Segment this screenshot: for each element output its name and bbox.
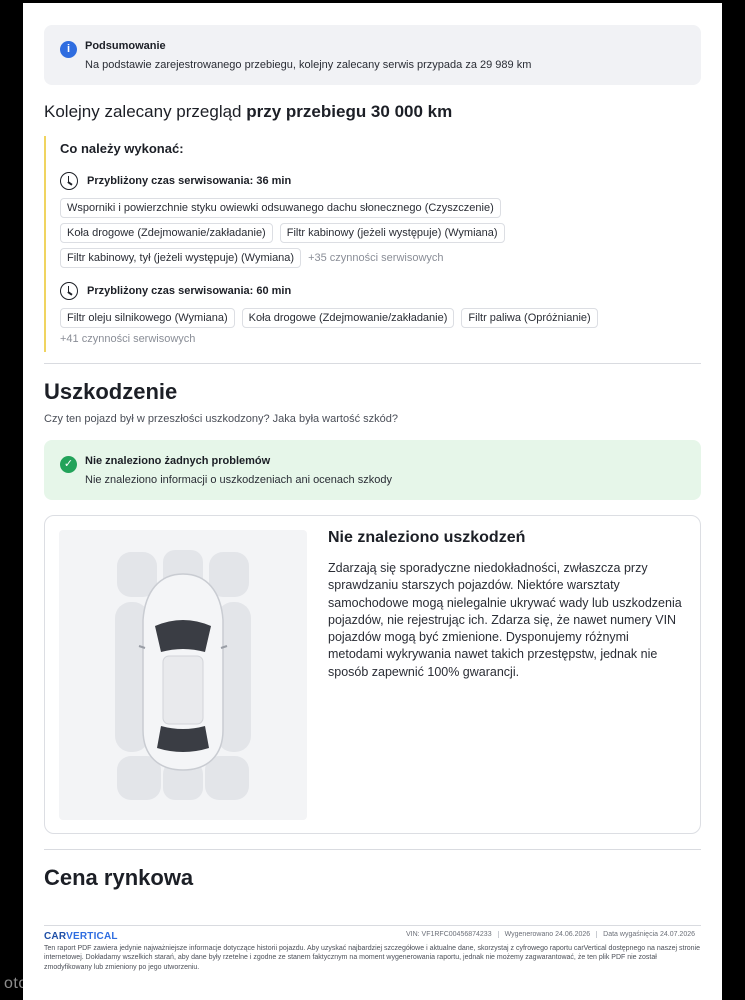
service-time-row xyxy=(60,282,291,300)
damage-status-box xyxy=(44,440,701,500)
car-top-view-icon xyxy=(59,530,307,820)
next-review-prefix: Kolejny zalecany przegląd xyxy=(44,102,242,121)
footer-divider xyxy=(44,925,701,926)
service-chip: Wsporniki i powierzchnie styku owiewki odsuwanego dachu słonecznego (Czyszczenie) xyxy=(60,198,501,218)
service-chip-list xyxy=(60,198,680,268)
service-chip: Filtr kabinowy, tył (jeżeli występuje) (Wymiana) xyxy=(60,248,301,268)
report-page xyxy=(23,3,722,1000)
service-chip: Filtr kabinowy (jeżeli występuje) (Wymiana) xyxy=(280,223,505,243)
next-review-heading xyxy=(44,102,452,122)
damage-card-title: Nie znaleziono uszkodzeń xyxy=(328,529,526,546)
vin-number: VIN: VF1RFC00456874233 xyxy=(405,931,492,938)
report-meta xyxy=(400,931,701,938)
damage-question: Czy ten pojazd był w przeszłości uszkodzony? Jaka była wartość szkód? xyxy=(44,413,398,425)
check-icon: ✓ xyxy=(60,456,77,473)
service-tasks xyxy=(44,136,684,352)
clock-icon xyxy=(60,172,78,190)
service-chip: Koła drogowe (Zdejmowanie/zakładanie) xyxy=(242,308,455,328)
service-chip-list xyxy=(60,308,680,345)
expiry-date: Data wygaśnięcia 24.07.2026 xyxy=(596,931,701,938)
next-review-mileage: przy przebiegu 30 000 km xyxy=(246,102,453,121)
service-chip: Koła drogowe (Zdejmowanie/zakładanie) xyxy=(60,223,273,243)
car-diagram xyxy=(59,530,307,820)
service-chip: Filtr oleju silnikowego (Wymiana) xyxy=(60,308,235,328)
summary-text: Na podstawie zarejestrowanego przebiegu, kolejny zalecany serwis przypada za 29 989 km xyxy=(85,59,532,71)
info-icon: i xyxy=(60,41,77,58)
more-services: +35 czynności serwisowych xyxy=(308,252,444,264)
logo-part-a: CAR xyxy=(44,931,67,942)
section-divider xyxy=(44,363,701,364)
damage-status-title: Nie znaleziono żadnych problemów xyxy=(85,455,271,467)
summary-box xyxy=(44,25,701,85)
generated-date: Wygenerowano 24.06.2026 xyxy=(498,931,597,938)
damage-heading: Uszkodzenie xyxy=(44,379,178,404)
damage-card-text: Zdarzają się sporadyczne niedokładności, zwłaszcza przy sprawdzaniu starszych pojazdów. Niektóre warsztaty samochodowe mogą nielegalnie ukrywać wady lub uszkodzenia pojazdów, nie rejestrując ich. Zdarza się, że nawet numery VIN pojazdów mogą być zmienione. Dysponujemy różnymi metodami wykrywania nawet takich przestępstw, jednak nie sposób zapewnić 100% gwarancji. xyxy=(328,561,682,679)
watermark: otoMoto xyxy=(4,975,66,992)
disclaimer-text: Ten raport PDF zawiera jedynie najważniejsze informacje dotyczące historii pojazdu. Aby uzyskać najbardziej szczegółowe i aktualne dane, skorzystaj z cyfrowego raportu carVertical dostępnego na naszej stronie internetowej. Dokładamy wszelkich starań, aby dane były rzetelne i zgodne ze stanem faktycznym na moment wygenerowania raportu, jednak nie możemy zagwarantować, że ten plik PDF nie został zmodyfikowany lub zmieniony po jego utworzeniu. xyxy=(44,945,701,971)
carvertical-logo xyxy=(44,931,118,942)
clock-icon xyxy=(60,282,78,300)
damage-status-text: Nie znaleziono informacji o uszkodzeniach ani ocenach szkody xyxy=(85,474,392,486)
market-price-heading: Cena rynkowa xyxy=(44,865,194,890)
damage-card xyxy=(44,515,701,834)
more-services: +41 czynności serwisowych xyxy=(60,333,196,345)
service-time-label: Przybliżony czas serwisowania: 36 min xyxy=(87,175,292,187)
tasks-title: Co należy wykonać: xyxy=(60,141,184,156)
section-divider xyxy=(44,849,701,850)
service-chip: Filtr paliwa (Opróżnianie) xyxy=(461,308,597,328)
service-time-label: Przybliżony czas serwisowania: 60 min xyxy=(87,285,292,297)
service-time-row xyxy=(60,172,291,190)
summary-title: Podsumowanie xyxy=(85,40,166,52)
logo-part-b: VERTICAL xyxy=(66,931,118,942)
